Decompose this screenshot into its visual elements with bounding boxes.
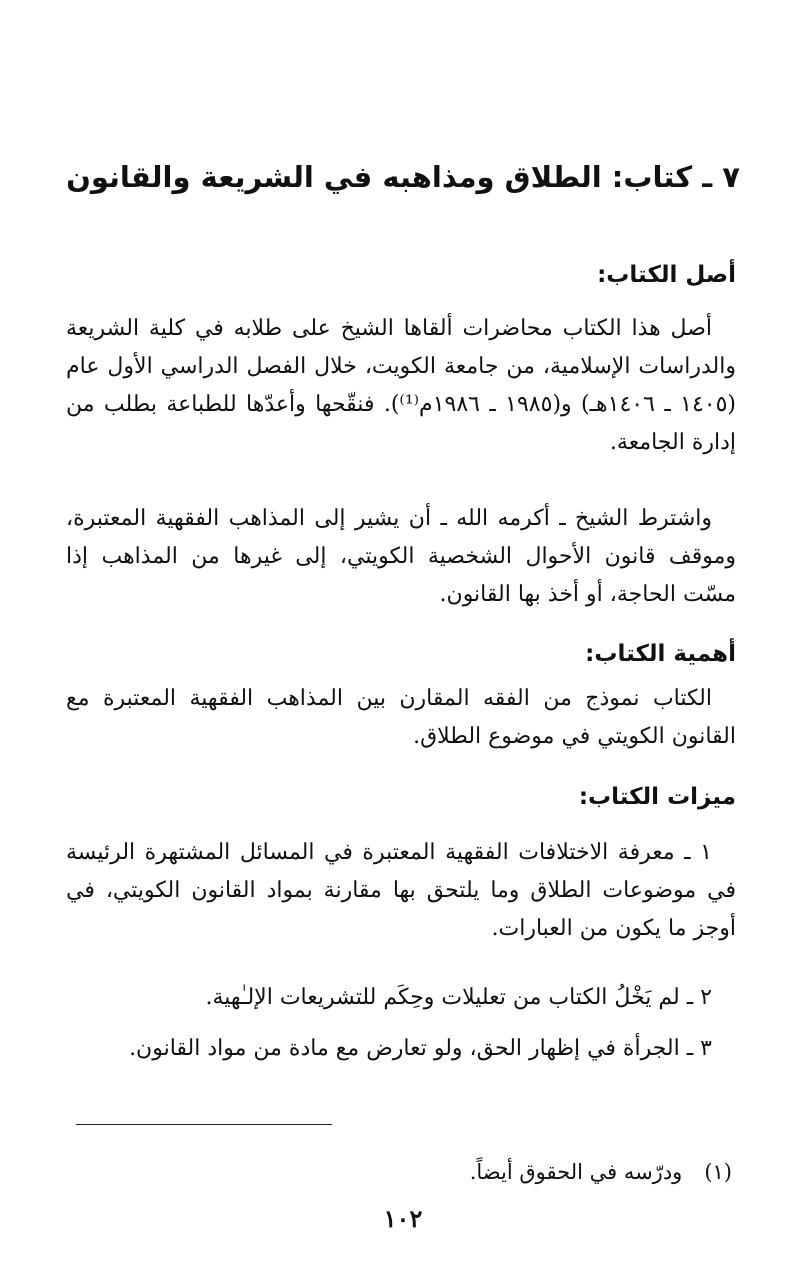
footnote-number: (١) (704, 1160, 732, 1184)
page-number: ١٠٢ (383, 1204, 423, 1233)
section-heading-origin: أصل الكتاب: (597, 262, 736, 288)
feature-item-2: ٢ ـ لم يَخْلُ الكتاب من تعليلات وحِكَم للتشريعات الإلـٰهية. (205, 985, 712, 1010)
section-heading-features: ميزات الكتاب: (578, 784, 736, 810)
feature-item-1: ١ ـ معرفة الاختلافات الفقهية المعتبرة في المسائل المشتهرة الرئيسة في موضوعات الطلاق وما يلتحق بها مقارنة بمواد القانون الكويتي، في أوجز ما يكون من العبارات. (66, 840, 736, 941)
feature-item-3: ٣ ـ الجرأة في إظهار الحق، ولو تعارض مع مادة من مواد القانون. (129, 1036, 712, 1061)
footnote (470, 1160, 732, 1184)
footnote-text: ودرّسه في الحقوق أيضاً. (469, 1160, 683, 1184)
origin-paragraph-1: أصل هذا الكتاب محاضرات ألقاها الشيخ على طلابه في كلية الشريعة والدراسات الإسلامية، من جامعة الكويت، خلال الفصل الدراسي الأول عام (١٤٠٥ ـ ١٤٠٦هـ) و(١٩٨٥ ـ ١٩٨٦م⁽¹⁾). فنقّحها وأعدّها للطباعة بطلب من إدارة الجامعة. (66, 316, 737, 455)
footnote-separator (76, 1124, 332, 1125)
origin-paragraph-2: واشترط الشيخ ـ أكرمه الله ـ أن يشير إلى المذاهب الفقهية المعتبرة، وموقف قانون الأحوال الشخصية الكويتي، إلى غيرها من المذاهب إذا مسّت الحاجة، أو أخذ بها القانون. (66, 506, 736, 607)
page-title: ٧ ـ كتاب: الطلاق ومذاهبه في الشريعة والقانون (66, 160, 740, 194)
section-heading-importance: أهمية الكتاب: (585, 641, 736, 667)
importance-paragraph: الكتاب نموذج من الفقه المقارن بين المذاهب الفقهية المعتبرة مع القانون الكويتي في موضوع الطلاق. (66, 686, 736, 749)
